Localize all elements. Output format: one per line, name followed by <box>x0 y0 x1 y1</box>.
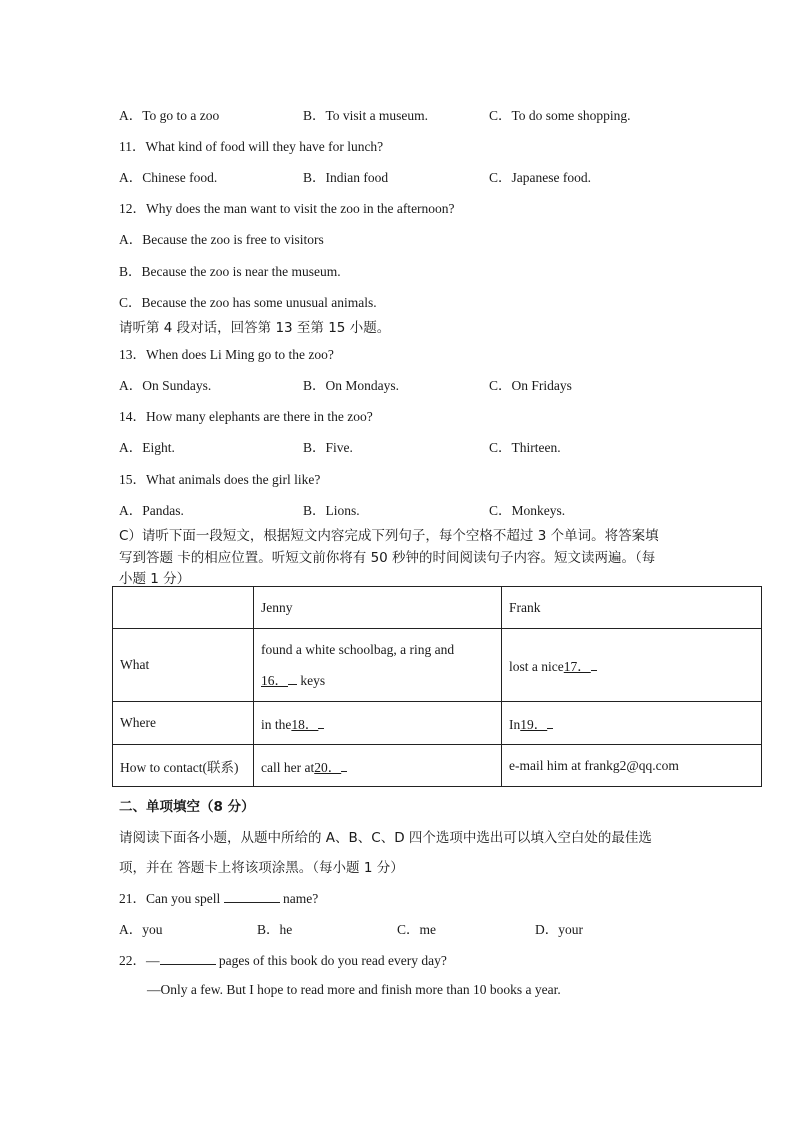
q11-option-b: B．Indian food <box>303 170 389 185</box>
frank-where-text: In <box>509 717 521 732</box>
table-row <box>113 629 762 702</box>
q15-option-a: A．Pandas. <box>119 503 184 518</box>
partc-instruction-line1: C）请听下面一段短文，根据短文内容完成下列句子，每个空格不超过 3 个单词。将答案填 <box>119 528 659 544</box>
cell-jenny-contact <box>254 745 502 787</box>
q21-blank <box>224 890 280 903</box>
jenny-where-text: in the <box>261 717 292 732</box>
cell-frank-where <box>502 702 762 745</box>
q22-stem-before: 22．— <box>119 953 160 968</box>
q21-option-a: A．you <box>119 922 163 937</box>
table-row <box>113 702 762 745</box>
blank-16-line <box>288 670 297 685</box>
table-row <box>113 587 762 629</box>
q14-option-c: C．Thirteen. <box>489 440 561 455</box>
q13-option-c: C．On Fridays <box>489 378 572 393</box>
q10-option-a: A．To go to a zoo <box>119 108 220 123</box>
q21-option-d: D．your <box>535 922 583 937</box>
section2-intro-line2: 项，并在 答题卡上将该项涂黑。（每小题 1 分） <box>119 860 404 876</box>
frank-what-text: lost a nice <box>509 659 564 674</box>
q15-option-b: B．Lions. <box>303 503 360 518</box>
q15-stem: 15．What animals does the girl like? <box>119 472 321 487</box>
row-label-what: What <box>113 629 254 702</box>
blank-20: 20． <box>314 759 342 775</box>
section2-title: 二、单项填空（8 分） <box>119 799 255 815</box>
blank-19: 19． <box>520 717 548 732</box>
q10-option-c: C．To do some shopping. <box>489 108 631 123</box>
q22-stem <box>119 949 447 969</box>
q21-option-c: C．me <box>397 922 436 937</box>
cell-frank-what <box>502 629 762 702</box>
table-row <box>113 745 762 787</box>
q11-stem: 11．What kind of food will they have for lunch? <box>119 139 384 154</box>
partc-instruction-line3: 小题 1 分） <box>119 571 191 587</box>
q11-option-a: A．Chinese food. <box>119 170 218 185</box>
q21-stem-after: name? <box>279 891 319 906</box>
q13-option-a: A．On Sundays. <box>119 378 212 393</box>
q12-option-b: B．Because the zoo is near the museum. <box>119 264 341 279</box>
q12-option-a: A．Because the zoo is free to visitors <box>119 232 324 247</box>
q22-blank <box>160 952 216 965</box>
table-header-jenny: Jenny <box>254 587 502 629</box>
q21-option-b: B．he <box>257 922 293 937</box>
q15-option-c: C．Monkeys. <box>489 503 566 518</box>
blank-18: 18． <box>291 717 319 732</box>
section4-intro: 请听第 4 段对话，回答第 13 至第 15 小题。 <box>119 320 391 336</box>
blank-16: 16． <box>261 673 288 688</box>
blank-18-line <box>318 714 324 729</box>
row-label-contact-text: How to contact(联系) <box>120 759 239 775</box>
q14-option-a: A．Eight. <box>119 440 175 455</box>
jenny-contact-text: call her at <box>261 759 315 775</box>
blank-19-line <box>547 714 553 729</box>
jenny-what-text: found a white schoolbag, a ring and <box>261 642 455 657</box>
q22-reply: —Only a few. But I hope to read more and finish more than 10 books a year. <box>147 982 561 997</box>
q12-option-c: C．Because the zoo has some unusual animals. <box>119 295 377 310</box>
jenny-what-after: keys <box>297 673 326 688</box>
section2-intro-line1: 请阅读下面各小题，从题中所给的 A、B、C、D 四个选项中选出可以填入空白处的最佳选 <box>119 830 652 846</box>
blank-20-line <box>341 757 347 772</box>
q13-option-b: B．On Mondays. <box>303 378 400 393</box>
cell-jenny-what <box>254 629 502 702</box>
q10-option-b: B．To visit a museum. <box>303 108 429 123</box>
q14-stem: 14．How many elephants are there in the zoo? <box>119 409 373 424</box>
table-header-frank: Frank <box>502 587 762 629</box>
q14-option-b: B．Five. <box>303 440 353 455</box>
q11-option-c: C．Japanese food. <box>489 170 591 185</box>
blank-17-line <box>591 656 597 671</box>
listening-table <box>112 586 762 787</box>
row-label-where: Where <box>113 702 254 745</box>
table-header-empty <box>113 587 254 629</box>
partc-instruction-line2: 写到答题 卡的相应位置。听短文前你将有 50 秒钟的时间阅读句子内容。短文读两遍。（每 <box>119 550 656 566</box>
q12-stem: 12．Why does the man want to visit the zoo in the afternoon? <box>119 201 455 216</box>
q22-stem-after: pages of this book do you read every day? <box>215 953 447 968</box>
q13-stem: 13．When does Li Ming go to the zoo? <box>119 347 334 362</box>
q21-stem <box>119 887 318 907</box>
cell-frank-contact: e-mail him at frankg2@qq.com <box>502 745 762 787</box>
cell-jenny-where <box>254 702 502 745</box>
blank-17: 17． <box>563 659 591 674</box>
row-label-contact <box>113 745 254 787</box>
q21-stem-before: 21．Can you spell <box>119 891 224 906</box>
